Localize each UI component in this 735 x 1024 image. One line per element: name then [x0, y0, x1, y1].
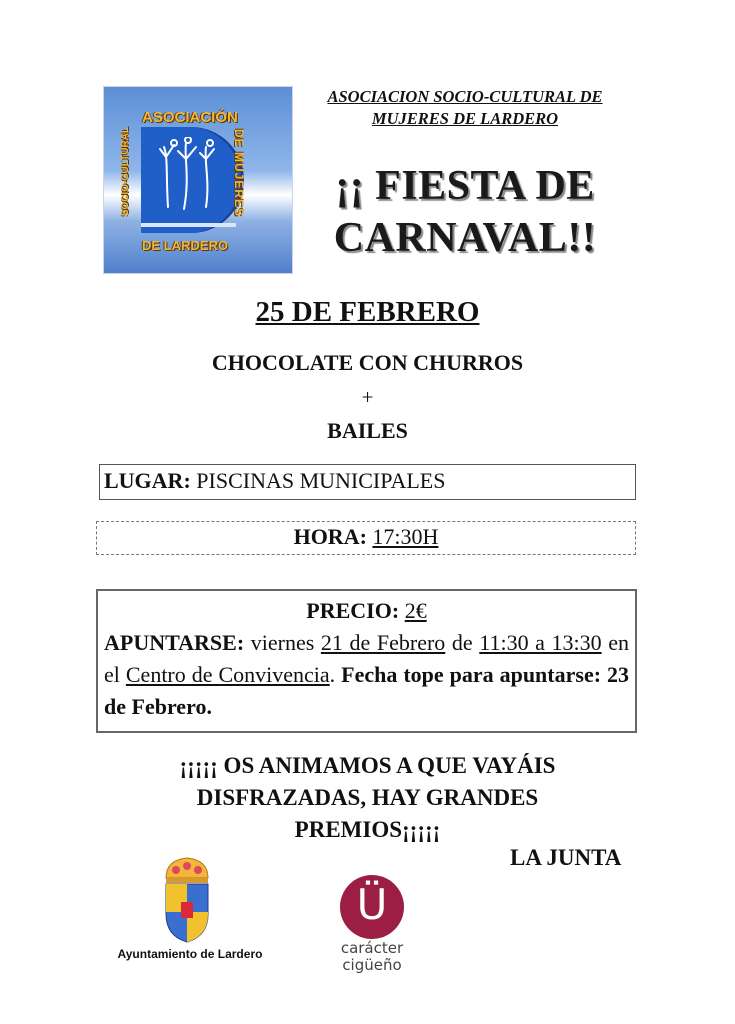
brand-text [330, 940, 414, 974]
coat-of-arms-icon [160, 852, 214, 944]
location-value: PISCINAS MUNICIPALES [196, 468, 446, 493]
time-value: 17:30H [372, 524, 439, 549]
logo-bottom-text: DE LARDERO [142, 238, 228, 253]
logo-left-text: SOCIO-CULTURAL [120, 127, 131, 217]
signup-text-en: en el [104, 630, 630, 687]
brand-line-1: carácter [340, 939, 404, 957]
caracter-ciguenio-logo-icon: Ü [340, 875, 404, 939]
association-line-2: MUJERES DE LARDERO [371, 109, 559, 128]
logo-top-text: ASOCIACIÓN [142, 109, 238, 126]
title-line-2: CARNAVAL!! [333, 215, 597, 261]
event-menu-line-2: BAILES [327, 418, 408, 443]
logo-wave [141, 223, 236, 227]
signature: LA JUNTA [510, 845, 622, 870]
dancing-women-icon [154, 137, 224, 217]
event-date: 25 DE FEBRERO [255, 296, 480, 328]
callout-line-2: DISFRAZADAS, HAY GRANDES [196, 785, 539, 810]
price-box [96, 589, 637, 733]
signup-deadline: Fecha tope para apuntarse: 23 de Febrero. [104, 662, 630, 719]
signup-label: APUNTARSE: [104, 630, 245, 655]
costume-callout [0, 750, 735, 846]
association-line-1: ASOCIACION SOCIO-CULTURAL DE [327, 87, 603, 106]
signup-text-de: de [451, 630, 473, 655]
event-plus: + [361, 385, 374, 409]
callout-line-3: PREMIOS¡¡¡¡¡ [294, 817, 441, 842]
signup-period: . [329, 662, 336, 687]
location-label: LUGAR: [104, 468, 191, 493]
title-line-1: ¡¡ FIESTA DE [335, 163, 595, 209]
logo-right-text: DE MUJERES [232, 129, 246, 218]
price-line [104, 595, 629, 627]
page-title [300, 160, 630, 264]
price-value: 2€ [404, 598, 427, 623]
time-box [96, 521, 636, 555]
price-label: PRECIO: [306, 598, 400, 623]
time-label: HORA: [293, 524, 367, 549]
association-name [300, 86, 630, 130]
location-box [99, 464, 636, 500]
signup-day: viernes [250, 630, 315, 655]
signup-date: 21 de Febrero [320, 630, 446, 655]
association-logo [103, 86, 293, 274]
signup-place: Centro de Convivencia [125, 662, 330, 687]
city-council-name: Ayuntamiento de Lardero [117, 947, 263, 961]
event-menu-line-1: CHOCOLATE CON CHURROS [211, 350, 524, 375]
signup-text [104, 627, 629, 723]
brand-line-2: cigüeño [342, 956, 402, 974]
callout-line-1: ¡¡¡¡¡ OS ANIMAMOS A QUE VAYÁIS [179, 753, 556, 778]
signup-time: 11:30 a 13:30 [479, 630, 602, 655]
